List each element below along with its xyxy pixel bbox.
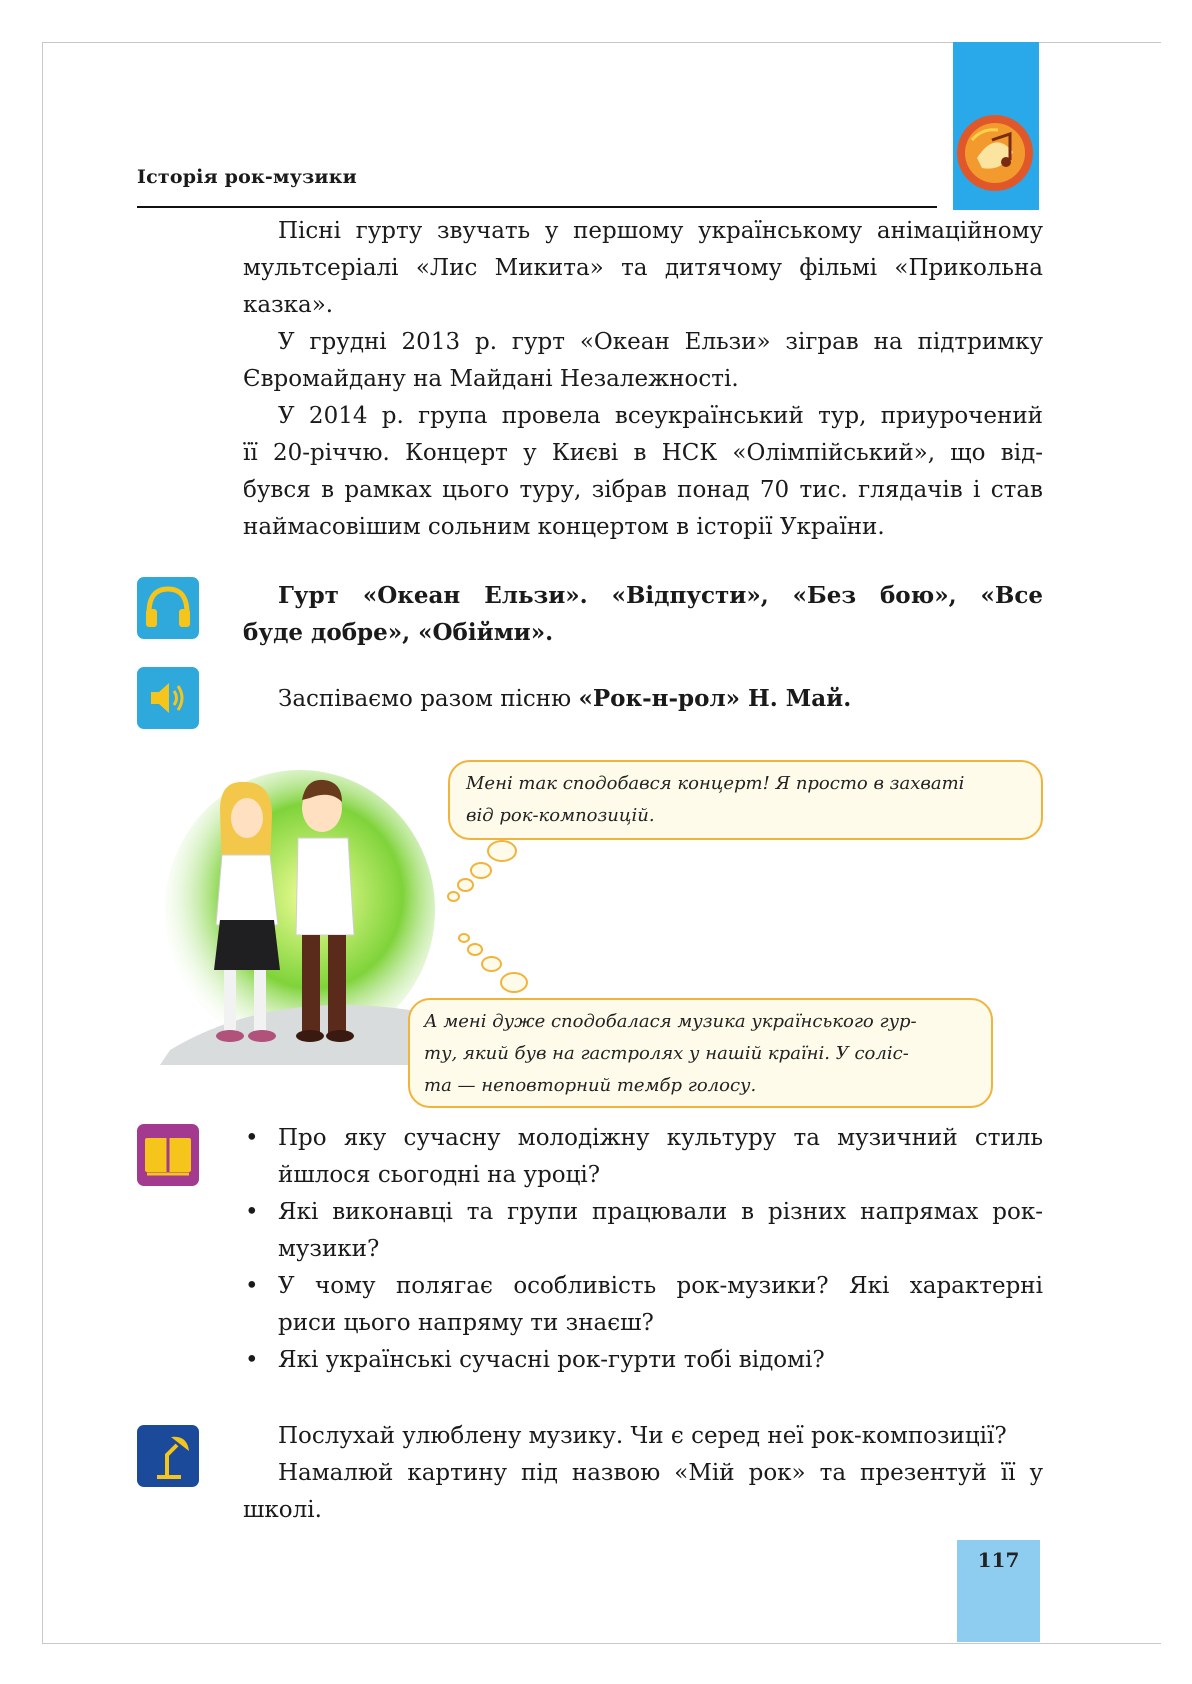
page-number: 117: [977, 1548, 1020, 1572]
paragraph-3: [243, 398, 1043, 546]
paragraph-2: [243, 324, 1043, 398]
music-emblem-icon: [952, 110, 1038, 196]
speech-line: та — неповторний тембр голосу.: [424, 1075, 757, 1096]
text-line: Пісні гурту звучать у першому українському анімаційному: [278, 218, 1043, 244]
header-rule: [137, 206, 937, 208]
text-line: Про яку сучасну молодіжну культуру та музичний стиль: [278, 1125, 1043, 1151]
teen-couple-illustration: [150, 760, 440, 1070]
question-item: [243, 1120, 1043, 1194]
text-line: бувся в рамках цього туру, зібрав понад 70 тис. глядачів і став: [243, 477, 1043, 503]
thought-bubble-dot: [487, 840, 517, 862]
thought-bubble-dot: [470, 862, 492, 879]
paragraph-1: [243, 213, 1043, 324]
sing-text: [243, 680, 1043, 717]
thought-bubble-dot: [481, 956, 502, 972]
speech-line: ту, який був на гастролях у нашій країні. У соліс-: [424, 1043, 909, 1064]
text-line: Які виконавці та групи працювали в різних напрямах рок-: [278, 1199, 1043, 1225]
text-line: буде добре», «Обійми».: [243, 619, 554, 646]
text-line: У 2014 р. група провела всеукраїнський тур, приурочений: [278, 403, 1043, 429]
question-item: [243, 1194, 1043, 1268]
open-book-icon: [137, 1124, 199, 1186]
speech-line: від рок-композицій.: [466, 805, 655, 826]
text-line: Намалюй картину під назвою «Мій рок» та презентуй її у: [278, 1460, 1043, 1486]
questions-list: [243, 1120, 1043, 1379]
song-title: «Рок-н-рол» Н. Май.: [578, 685, 852, 712]
thought-bubble-dot: [457, 878, 474, 892]
text-line: наймасовішим сольним концертом в історії України.: [243, 514, 885, 540]
speaker-icon: [137, 667, 199, 729]
speech-line: А мені дуже сподобалася музика українського гур-: [424, 1011, 917, 1032]
sing-prefix: Заспіваємо разом пісню: [278, 686, 579, 712]
text-line: музики?: [278, 1236, 380, 1262]
text-line: мультсеріалі «Лис Микита» та дитячому фільмі «Прикольна: [243, 255, 1043, 281]
text-line: Послухай улюблену музику. Чи є серед неї рок-композиції?: [278, 1423, 1007, 1449]
question-item: [243, 1342, 1043, 1379]
speech-bubble-1: [448, 760, 1043, 840]
text-line: У чому полягає особливість рок-музики? Які характерні: [278, 1273, 1043, 1299]
text-line: школі.: [243, 1497, 322, 1523]
thought-bubble-dot: [500, 972, 528, 993]
text-line: йшлося сьогодні на уроці?: [278, 1162, 601, 1188]
homework-paragraph-1: [243, 1418, 1043, 1455]
speech-line: Мені так сподобався концерт! Я просто в захваті: [466, 773, 965, 794]
text-line: Євромайдану на Майдані Незалежності.: [243, 366, 739, 392]
bullet-dot: •: [245, 1273, 259, 1299]
text-line: [243, 680, 1043, 717]
text-line: риси цього напряму ти знаєш?: [278, 1310, 654, 1336]
listen-text: [243, 577, 1043, 651]
text-line: її 20-річчю. Концерт у Києві в НСК «Олімпійський», що від-: [243, 440, 1043, 466]
homework-paragraph-2: [243, 1455, 1043, 1529]
thought-bubble-dot: [447, 891, 460, 902]
bullet-dot: •: [245, 1199, 259, 1225]
running-header: Історія рок-музики: [137, 166, 357, 188]
question-item: [243, 1268, 1043, 1342]
thought-bubble-dot: [467, 943, 483, 956]
text-line: казка».: [243, 292, 334, 318]
bullet-dot: •: [245, 1347, 259, 1373]
thought-bubble-dot: [458, 933, 470, 943]
speech-bubble-2: [408, 998, 993, 1108]
bullet-dot: •: [245, 1125, 259, 1151]
desk-lamp-icon: [137, 1425, 199, 1487]
text-line: У грудні 2013 р. гурт «Океан Ельзи» зіграв на підтримку: [278, 329, 1043, 355]
headphones-icon: [137, 577, 199, 639]
text-line: Гурт «Океан Ельзи». «Відпусти», «Без бою», «Все: [278, 582, 1043, 609]
text-line: Які українські сучасні рок-гурти тобі відомі?: [278, 1347, 825, 1373]
